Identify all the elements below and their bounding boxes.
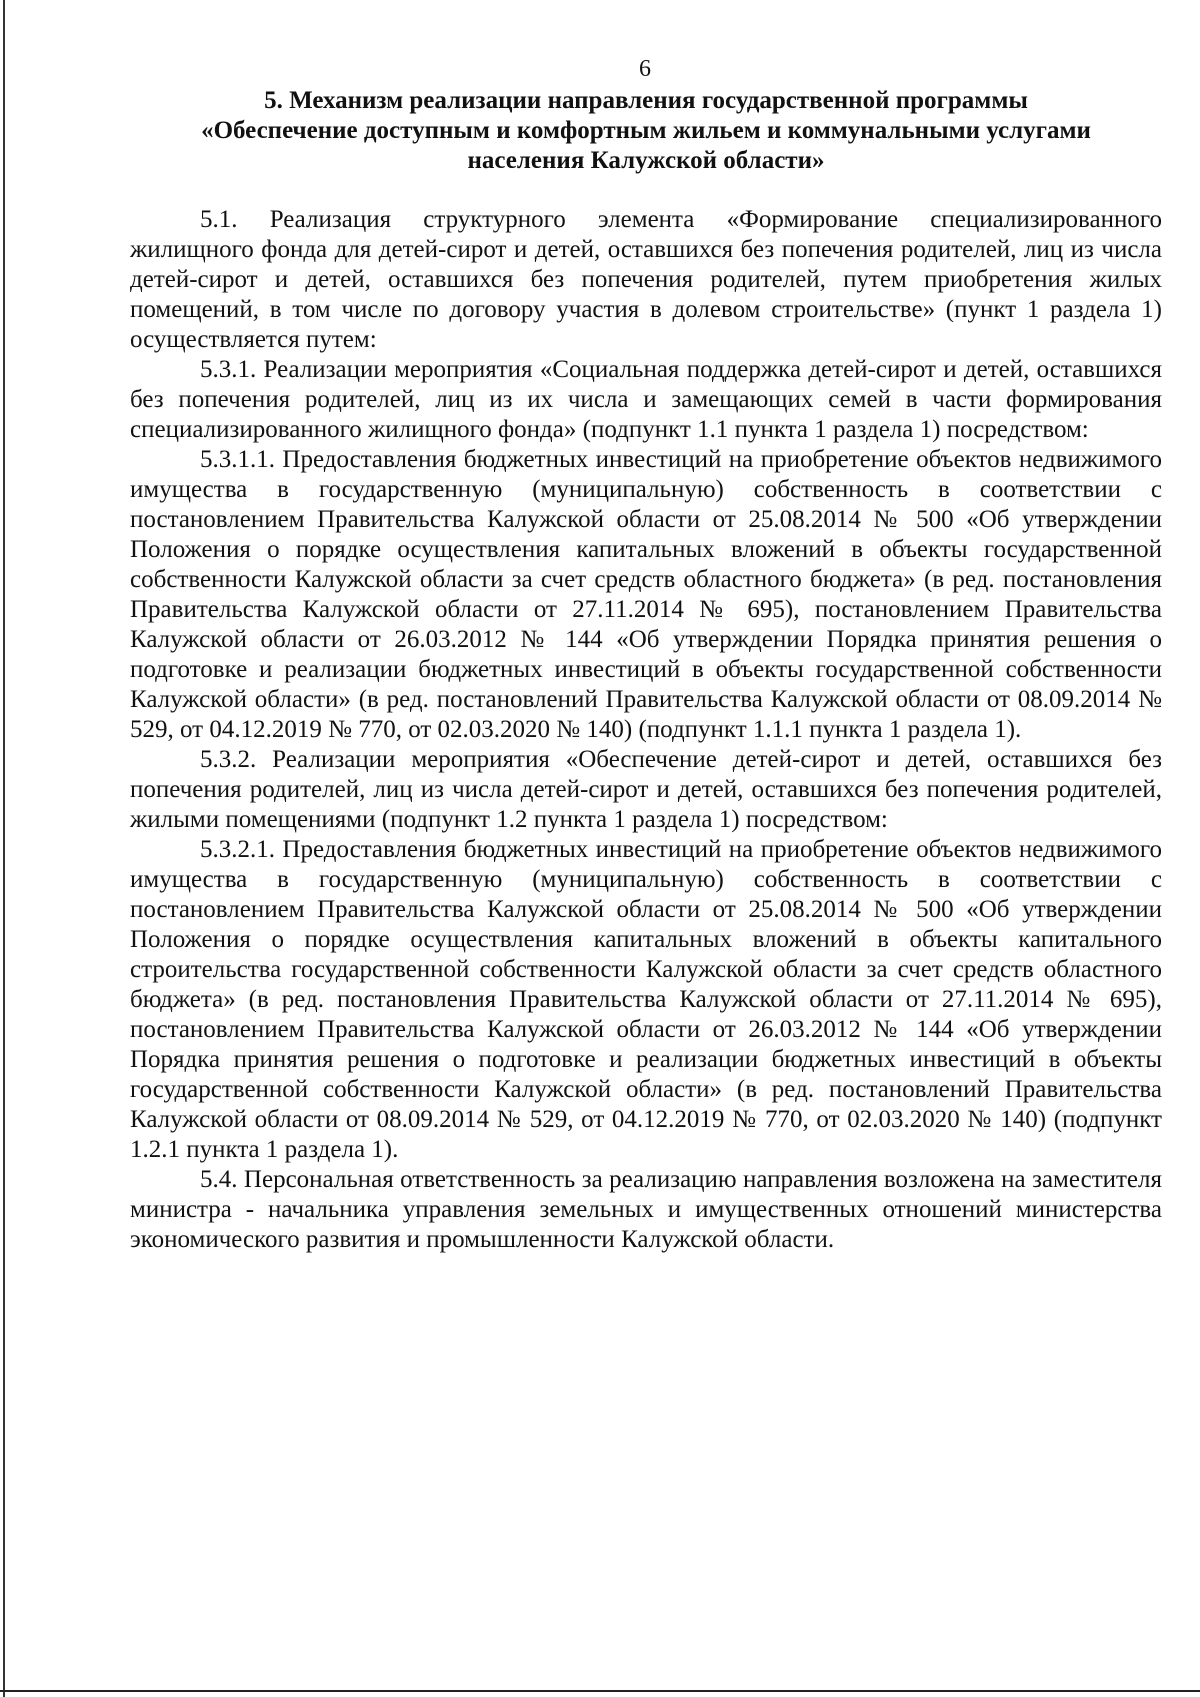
section-title xyxy=(130,86,1162,176)
paragraph-5-1: 5.1. Реализация структурного элемента «Формирование специализированного жилищного фонда для детей-сирот и детей, оставшихся без попечения родителей, лиц из числа детей-сирот и детей, оставшихся без попечения родителей, путем приобретения жилых помещений, в том числе по договору участия в долевом строительстве» (пункт 1 раздела 1) осуществляется путем: xyxy=(130,206,1162,353)
section-title-line: 5. Механизм реализации направления государственной программы xyxy=(264,87,1028,114)
section-title-line: населения Калужской области» xyxy=(467,147,825,174)
section-title-line: «Обеспечение доступным и комфортным жильем и коммунальными услугами xyxy=(201,117,1091,144)
paragraph-5-3-1-1: 5.3.1.1. Предоставления бюджетных инвестиций на приобретение объектов недвижимого имущества в государственную (муниципальную) собственность в соответствии с постановлением Правительства Калужской области от 25.08.2014 № 500 «Об утверждении Положения о порядке осуществления капитальных вложений в объекты государственной собственности Калужской области за счет средств областного бюджета» (в ред. постановления Правительства Калужской области от 27.11.2014 № 695), постановлением Правительства Калужской области от 26.03.2012 № 144 «Об утверждении Порядка принятия решения о подготовке и реализации бюджетных инвестиций в объекты государственной собственности Калужской области» (в ред. постановлений Правительства Калужской области от 08.09.2014 № 529, от 04.12.2019 № 770, от 02.03.2020 № 140) (подпункт 1.1.1 пункта 1 раздела 1). xyxy=(130,446,1162,743)
paragraph-5-4: 5.4. Персональная ответственность за реализацию направления возложена на заместителя министра - начальника управления земельных и имущественных отношений министерства экономического развития и промышленности Калужской области. xyxy=(130,1166,1162,1253)
paragraph-5-3-1: 5.3.1. Реализации мероприятия «Социальная поддержка детей-сирот и детей, оставшихся без попечения родителей, лиц из их числа и замещающих семей в части формирования специализированного жилищного фонда» (подпункт 1.1 пункта 1 раздела 1) посредством: xyxy=(130,356,1162,443)
scan-left-edge xyxy=(3,0,5,1697)
paragraph-5-3-2: 5.3.2. Реализации мероприятия «Обеспечение детей-сирот и детей, оставшихся без попечения родителей, лиц из числа детей-сирот и детей, оставшихся без попечения родителей, жилыми помещениями (подпункт 1.2 пункта 1 раздела 1) посредством: xyxy=(130,746,1162,833)
scan-bottom-edge xyxy=(0,1690,1200,1692)
page-number: 6 xyxy=(639,56,651,82)
document-body xyxy=(130,205,1162,1255)
paragraph-5-3-2-1: 5.3.2.1. Предоставления бюджетных инвестиций на приобретение объектов недвижимого имущества в государственную (муниципальную) собственность в соответствии с постановлением Правительства Калужской области от 25.08.2014 № 500 «Об утверждении Положения о порядке осуществления капитальных вложений в объекты капитального строительства государственной собственности Калужской области за счет средств областного бюджета» (в ред. постановления Правительства Калужской области от 27.11.2014 № 695), постановлением Правительства Калужской области от 26.03.2012 № 144 «Об утверждении Порядка принятия решения о подготовке и реализации бюджетных инвестиций в объекты государственной собственности Калужской области» (в ред. постановлений Правительства Калужской области от 08.09.2014 № 529, от 04.12.2019 № 770, от 02.03.2020 № 140) (подпункт 1.2.1 пункта 1 раздела 1). xyxy=(130,836,1162,1163)
